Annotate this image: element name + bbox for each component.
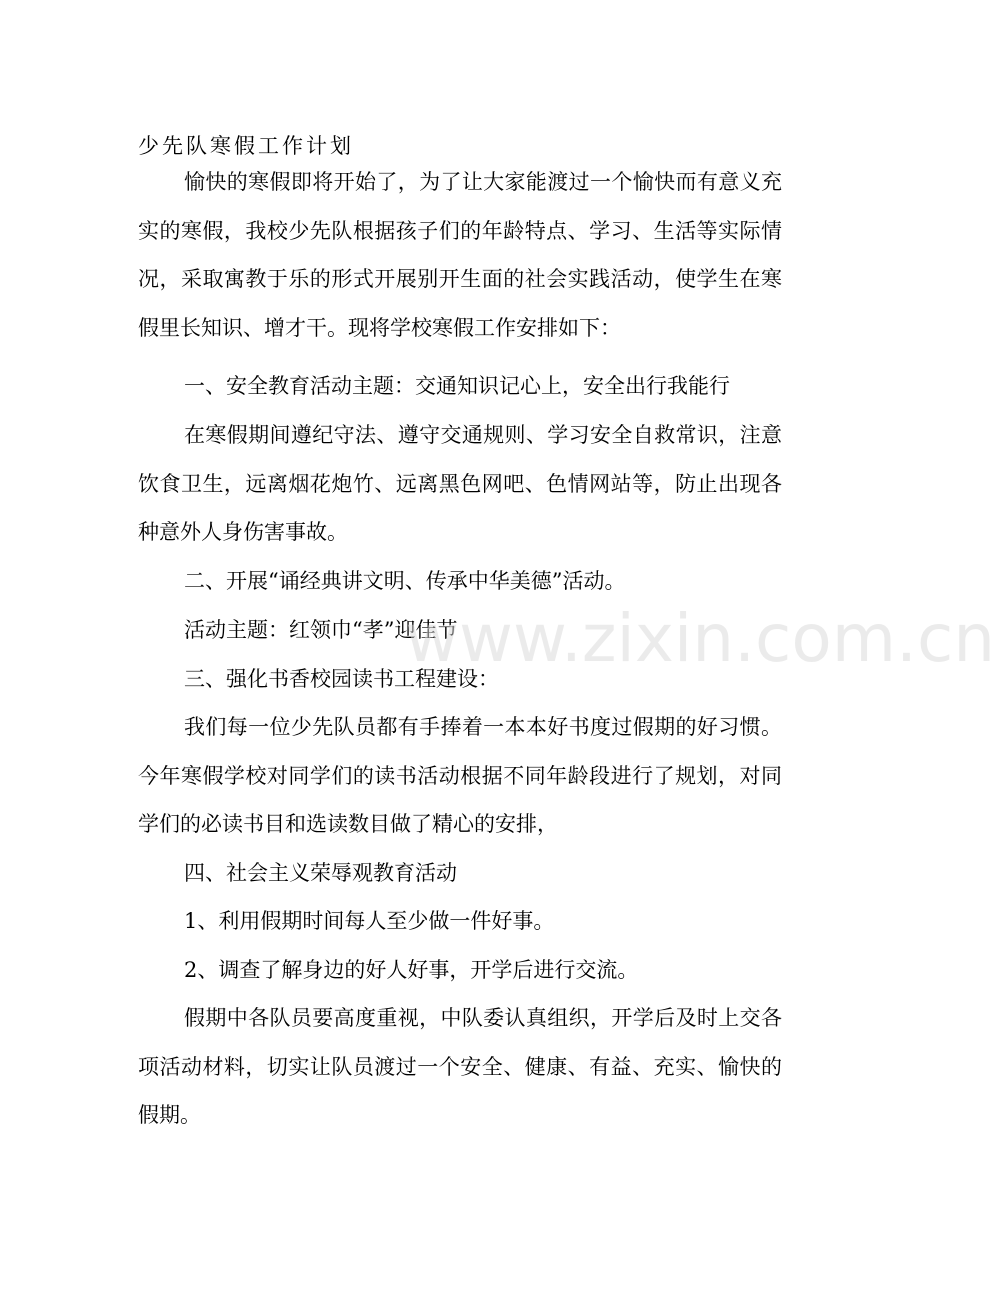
paragraph-intro: 愉快的寒假即将开始了，为了让大家能渡过一个愉快而有意义充实的寒假，我校少先队根据孩子们的年龄特点、学习、生活等实际情况，采取寓教于乐的形式开展别开生面的社会实践活动，使学生在寒假里长知识、增才干。现将学校寒假工作安排如下： (138, 170, 782, 340)
list-item-1: 1、利用假期时间每人至少做一件好事。 (184, 909, 555, 933)
paragraph-section-4-heading: 四、社会主义荣辱观教育活动 (184, 861, 457, 885)
paragraph-section-2-theme: 活动主题：红领巾“孝”迎佳节 (184, 618, 458, 642)
paragraph-section-2-heading: 二、开展“诵经典讲文明、传承中华美德”活动。 (184, 569, 626, 593)
document-title: 少先队寒假工作计划 (138, 134, 354, 158)
list-item-2: 2、调查了解身边的好人好事，开学后进行交流。 (184, 958, 639, 982)
paragraph-conclusion: 假期中各队员要高度重视，中队委认真组织，开学后及时上交各项活动材料，切实让队员渡过一个安全、健康、有益、充实、愉快的假期。 (138, 1006, 782, 1127)
paragraph-section-3-body: 我们每一位少先队员都有手捧着一本本好书度过假期的好习惯。今年寒假学校对同学们的读书活动根据不同年龄段进行了规划，对同学们的必读书目和选读数目做了精心的安排， (138, 715, 782, 836)
paragraph-section-1-heading: 一、安全教育活动主题：交通知识记心上，安全出行我能行 (184, 374, 730, 398)
watermark: www.zixin.com.cn (405, 600, 995, 677)
paragraph-section-1-body: 在寒假期间遵纪守法、遵守交通规则、学习安全自救常识，注意饮食卫生，远离烟花炮竹、远离黑色网吧、色情网站等，防止出现各种意外人身伤害事故。 (138, 423, 782, 544)
paragraph-section-3-heading: 三、强化书香校园读书工程建设： (184, 667, 499, 691)
